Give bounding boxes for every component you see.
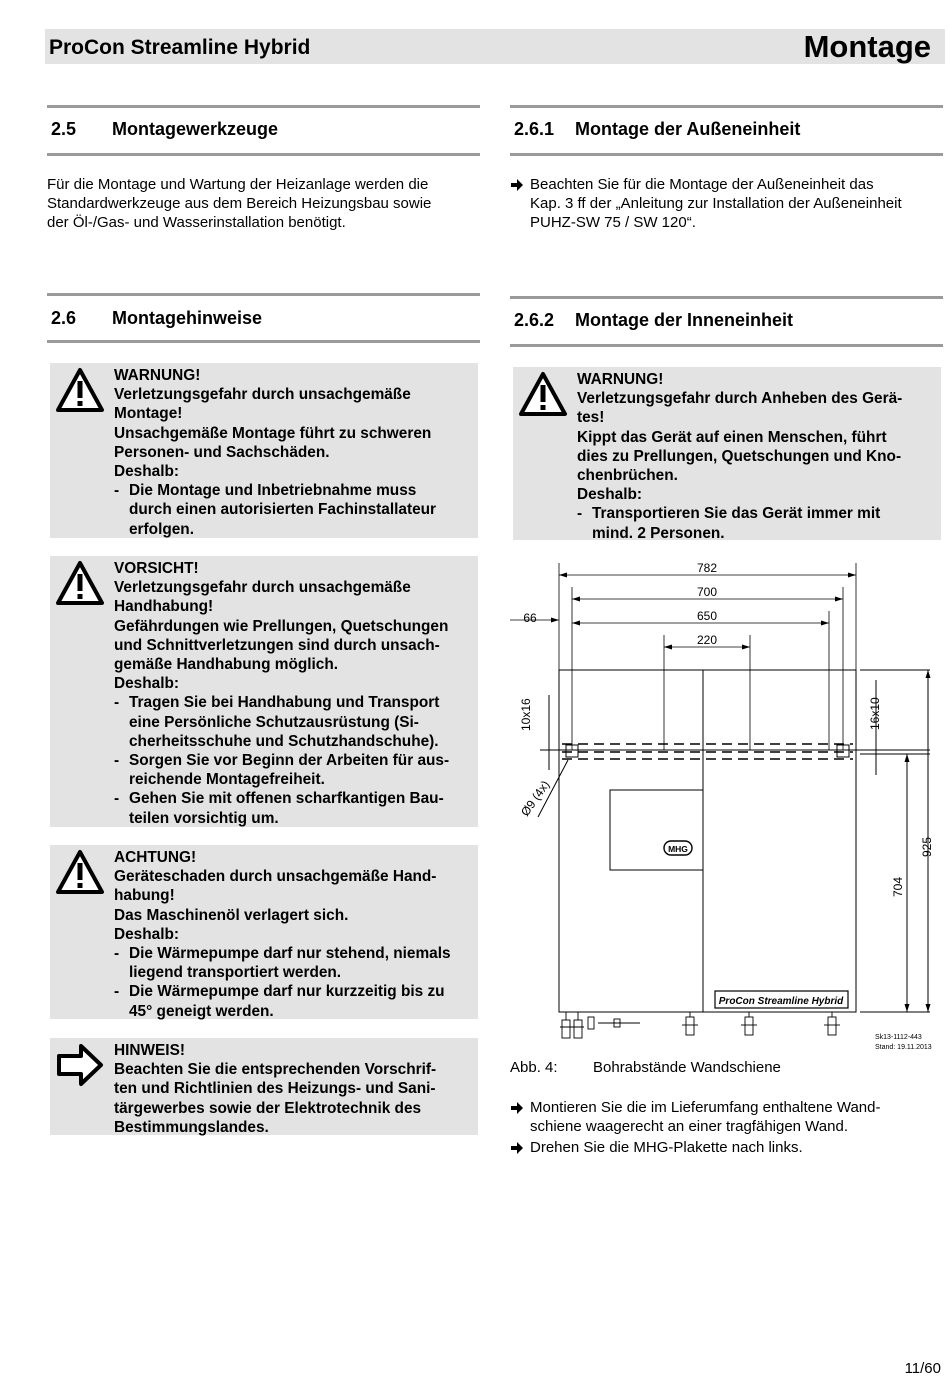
section-heading-2-6 bbox=[47, 293, 480, 343]
list-item: - Sorgen Sie vor Beginn der Arbeiten für aus- reichende Montagefreiheit. bbox=[114, 752, 450, 789]
notice-text: VORSICHT! Verletzungsgefahr durch unsachgemäße Handhabung! Gefährdungen wie Prellungen, Quetschungen und Schnittverletzungen sind durch unsach- gemäße Handhabung möglich. Deshalb: - Tragen Sie bei Handhabung und Transport eine Persönliche Schutzausrüstung (Si- cherheitsschuhe und Schutzhandschuhe). - Sorgen Sie vor Beginn der Arbeiten für aus- reichende Montagefreiheit. - Gehen Sie mit offenen scharfkantigen Bau- teilen vorsichtig um. bbox=[114, 559, 474, 828]
dim-782: 782 bbox=[696, 561, 718, 575]
product-name: ProCon Streamline Hybrid bbox=[49, 36, 311, 59]
dim-220: 220 bbox=[696, 633, 718, 647]
list-item: - Transportieren Sie das Gerät immer mit mind. 2 Personen. bbox=[577, 505, 881, 542]
dim-66: 66 bbox=[523, 611, 537, 625]
notice-text: ACHTUNG! Geräteschaden durch unsachgemäße Hand- habung! Das Maschinenöl verlagert sich. Deshalb: - Die Wärmepumpe darf nur stehend, niemals liegend transportiert werden. - Die Wärmepumpe darf nur kurzzeitig bis zu 45° geneigt werden. bbox=[114, 848, 474, 1021]
hint-box-regulations bbox=[50, 1038, 478, 1135]
caution-box-handling bbox=[50, 556, 478, 827]
section-number: 2.5 bbox=[51, 119, 77, 139]
section-title: Montage der Inneneinheit bbox=[575, 310, 794, 330]
notice-text: HINWEIS! Beachten Sie die entsprechenden Vorschrif- ten und Richtlinien des Heizungs- und Sani- tärgewerbes sowie der Elektrotechnik des Bestimmungslandes. bbox=[114, 1042, 437, 1136]
section-title: Montagehinweise bbox=[112, 308, 263, 328]
list-item: - Die Montage und Inbetriebnahme muss durch einen autorisierten Fachinstallateur erfolgen. bbox=[114, 482, 437, 538]
list-item: - Die Wärmepumpe darf nur kurzzeitig bis zu 45° geneigt werden. bbox=[114, 983, 445, 1020]
page-header bbox=[45, 29, 945, 64]
figure-number: Abb. 4: bbox=[510, 1059, 558, 1076]
chapter-title: Montage bbox=[803, 29, 931, 64]
list-item: - Die Wärmepumpe darf nur stehend, niemals liegend transportiert werden. bbox=[114, 945, 451, 982]
bullet-rotate-plate: Drehen Sie die MHG-Plakette nach links. bbox=[510, 1138, 950, 1157]
dim-650: 650 bbox=[696, 609, 718, 623]
page-number: 11/60 bbox=[904, 1360, 941, 1377]
notice-text: WARNUNG! Verletzungsgefahr durch Anheben des Gerä- tes! Kippt das Gerät auf einen Menschen, führt dies zu Prellungen, Quetschungen und Kno- chenbrüchen. Deshalb: - Transportieren Sie das Gerät immer mit mind. 2 Personen. bbox=[577, 370, 937, 543]
drawing-date: Stand: 19.11.2013 bbox=[875, 1044, 932, 1051]
section-number: 2.6.1 bbox=[514, 119, 555, 139]
section-heading-2-6-2 bbox=[510, 296, 943, 347]
wall-rail-drawing bbox=[510, 555, 946, 1055]
bullet-arrow-icon bbox=[510, 1138, 524, 1157]
bullet-mount-rail: Montieren Sie die im Lieferumfang enthaltene Wand- schiene waagerecht an einer tragfähigen Wand. bbox=[510, 1098, 950, 1136]
figure-caption bbox=[510, 1059, 781, 1076]
list-item: - Tragen Sie bei Handhabung und Transport eine Persönliche Schutzausrüstung (Si- cherheitsschuhe und Schutzhandschuhe). bbox=[114, 694, 440, 750]
hint-arrow-icon bbox=[55, 1042, 105, 1088]
section-2-5-text: Für die Montage und Wartung der Heizanlage werden die Standardwerkzeuge aus dem Bereich Heizungsbau sowie der Öl-/Gas- und Wasserinstallation benötigt. bbox=[47, 176, 432, 231]
dim-hole: Ø9 (4x) bbox=[517, 777, 553, 819]
dim-10x16: 10x16 bbox=[519, 698, 533, 731]
dim-925: 925 bbox=[920, 836, 934, 857]
section-heading-2-5 bbox=[47, 105, 480, 156]
mhg-logo-text: MHG bbox=[668, 844, 688, 854]
warning-triangle-icon bbox=[55, 849, 105, 895]
notice-text: WARNUNG! Verletzungsgefahr durch unsachgemäße Montage! Unsachgemäße Montage führt zu schweren Personen- und Sachschäden. Deshalb: - Die Montage und Inbetriebnahme muss durch einen autorisierten Fachinstallateur erfolgen. bbox=[114, 366, 474, 539]
warning-triangle-icon bbox=[518, 371, 568, 417]
dim-16x10: 16x10 bbox=[868, 697, 882, 730]
bullet-arrow-icon bbox=[510, 1098, 524, 1117]
section-number: 2.6.2 bbox=[514, 310, 555, 330]
warning-box-lifting bbox=[513, 367, 941, 540]
attention-box-oil bbox=[50, 845, 478, 1019]
product-plate: ProCon Streamline Hybrid bbox=[718, 996, 844, 1007]
bullet-arrow-icon bbox=[510, 175, 524, 194]
section-number: 2.6 bbox=[51, 308, 77, 328]
section-heading-2-6-1 bbox=[510, 105, 943, 156]
warning-triangle-icon bbox=[55, 560, 105, 606]
section-title: Montage der Außeneinheit bbox=[575, 119, 801, 139]
bullet-outdoor-unit: Beachten Sie für die Montage der Außeneinheit das Kap. 3 ff der „Anleitung zur Installation der Außeneinheit PUHZ-SW 75 / SW 120“. bbox=[510, 175, 950, 232]
drawing-ref: Sk13-1112-443 bbox=[875, 1034, 922, 1041]
dim-700: 700 bbox=[696, 585, 718, 599]
figure-title: Bohrabstände Wandschiene bbox=[593, 1059, 781, 1076]
dim-704: 704 bbox=[891, 876, 905, 897]
section-title: Montagewerkzeuge bbox=[112, 119, 279, 139]
warning-triangle-icon bbox=[55, 367, 105, 413]
list-item: - Gehen Sie mit offenen scharfkantigen Bau- teilen vorsichtig um. bbox=[114, 790, 444, 827]
warning-box-mounting bbox=[50, 363, 478, 538]
